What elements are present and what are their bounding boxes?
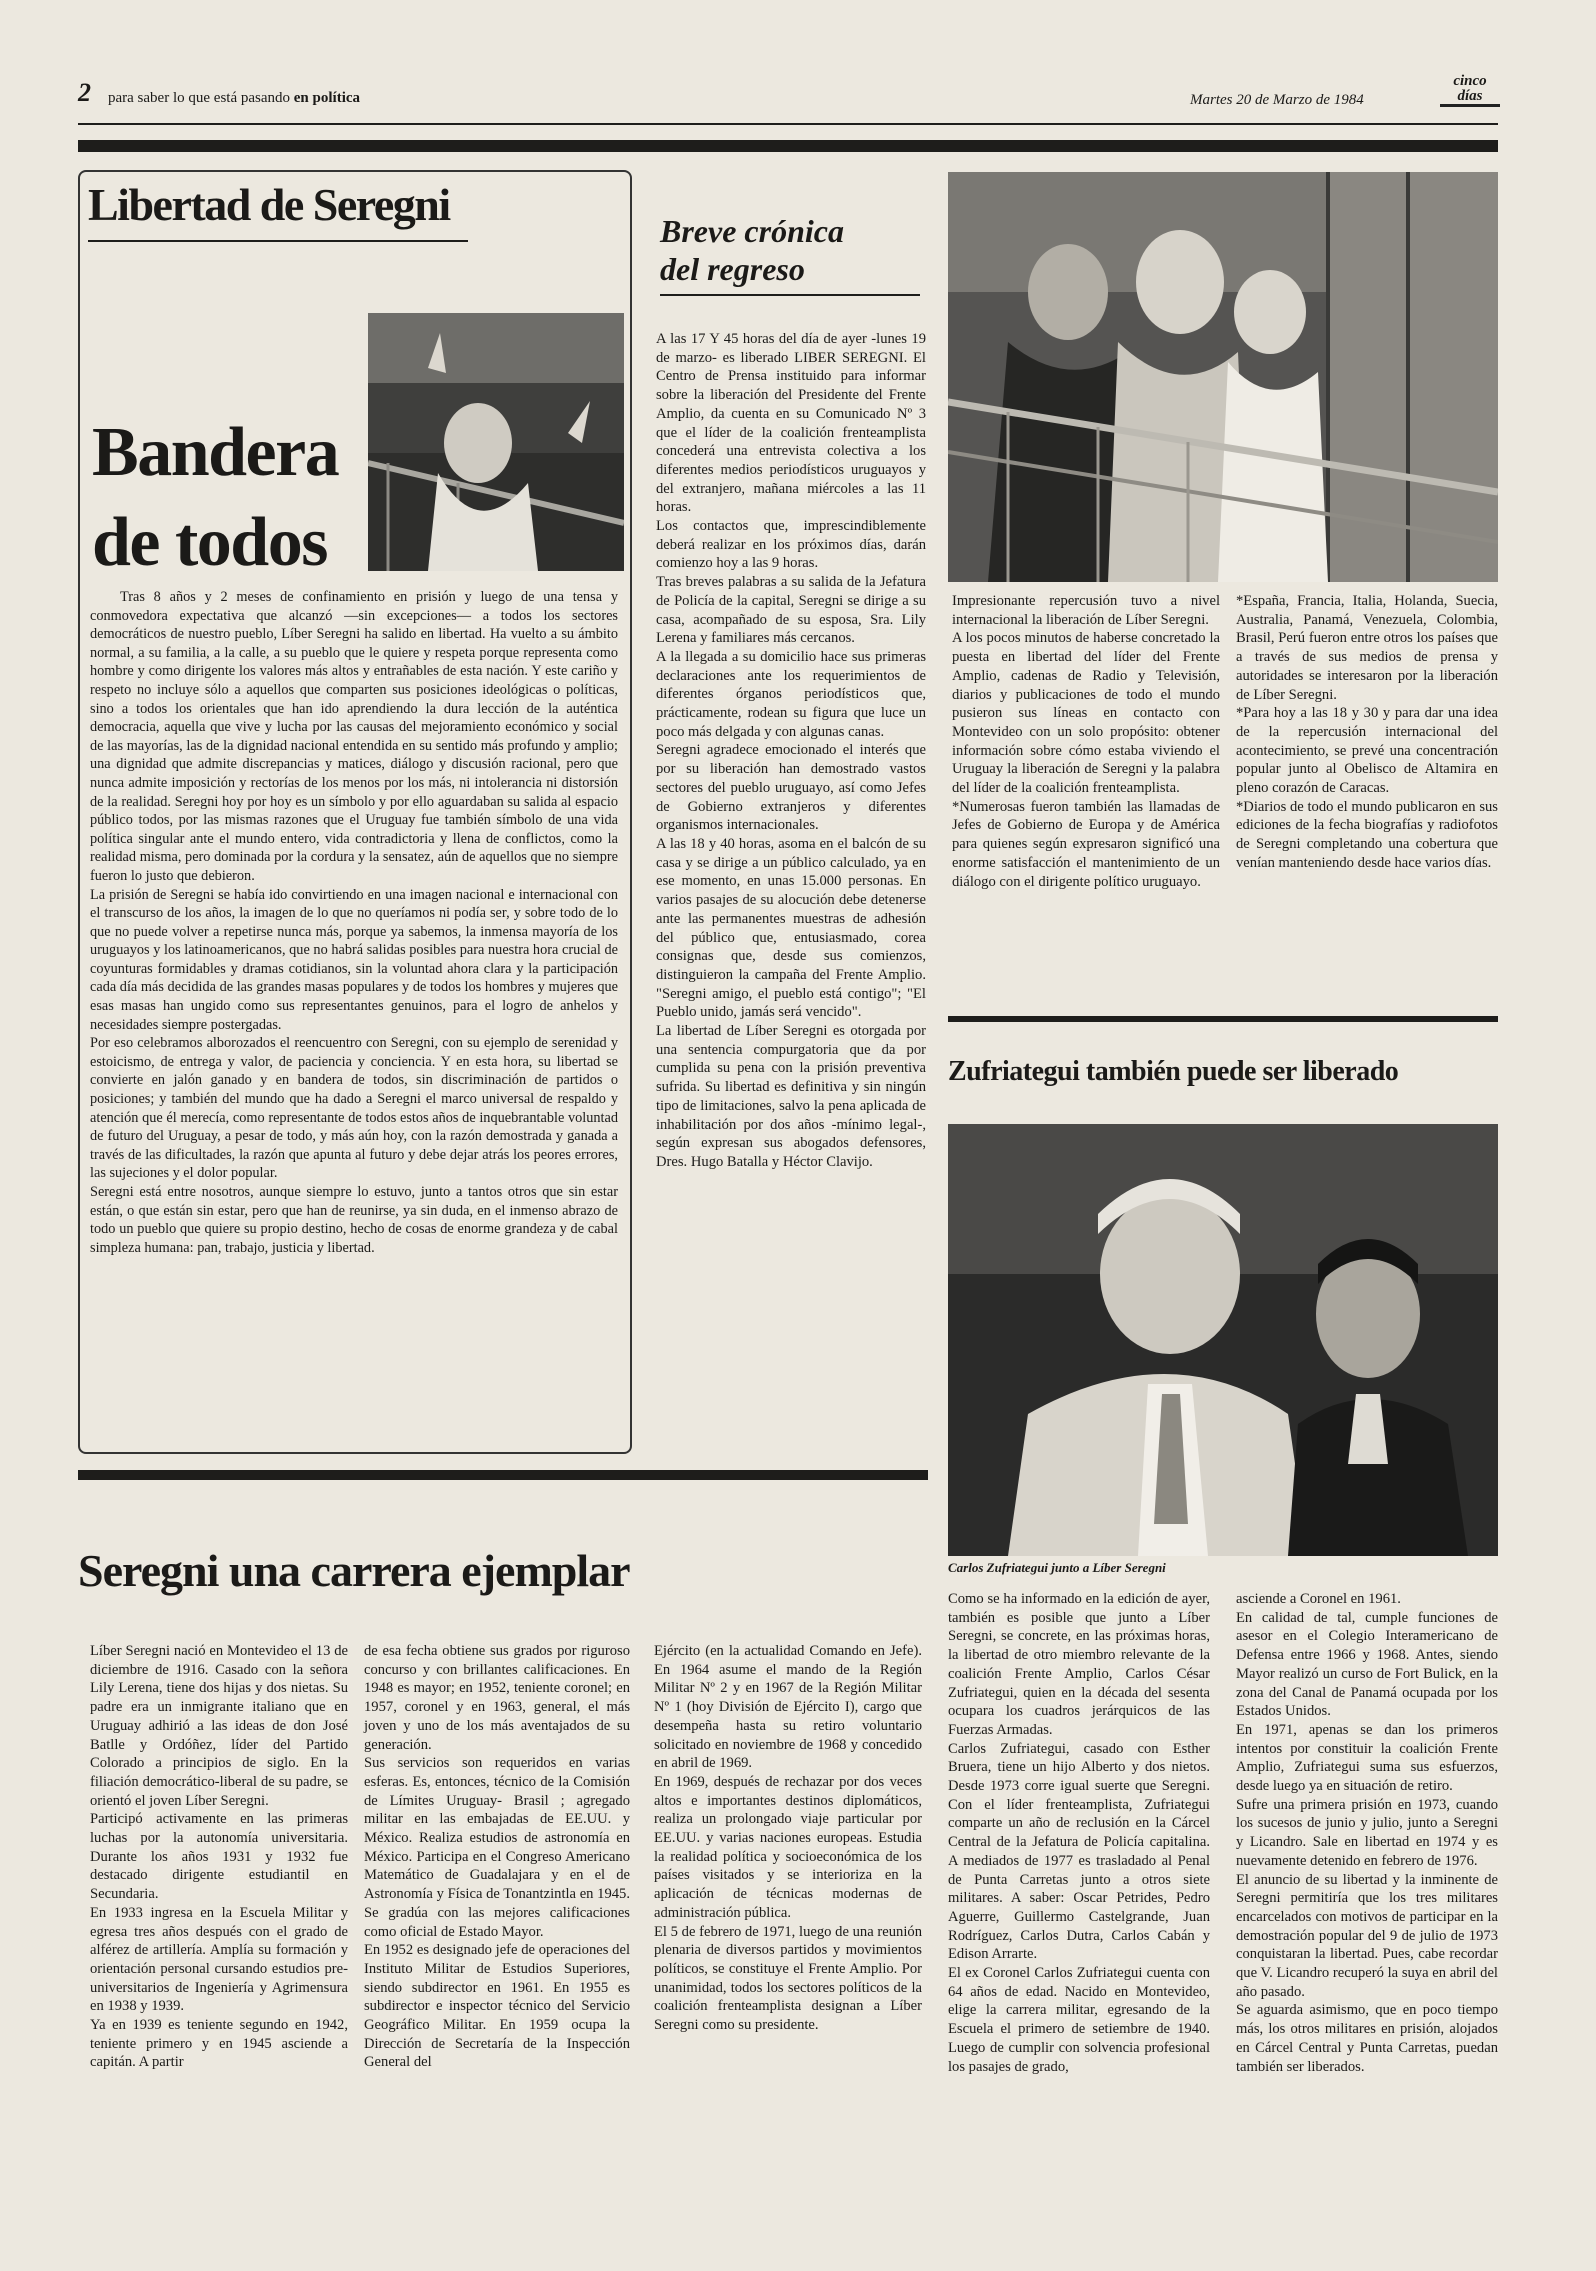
cronica-headline-line2: del regreso	[660, 251, 805, 287]
kicker-underline	[88, 240, 468, 242]
section-bold: en política	[293, 90, 361, 106]
carrera-col2: de esa fecha obtiene sus grados por riguroso concurso y con brillantes calificaciones. En 1948 es mayor; en 1952, teniente coronel; en 1957, coronel y en 1963, general, el más joven y uno de los más aventajados de su generación. Sus servicios son requeridos en varias esferas. Es, entonces, técnico de la Comisión de Límites Uruguay- Brasil ; agregado militar en las embajadas de EE.UU. y México. Realiza estudios de astronomía en México. Participa en el Congreso Americano Matemático de Guadalajara y en el de Astronomía y Física de Tonantzintla en 1945. Se gradúa con las mejores calificaciones como oficial de Estado Mayor. En 1952 es designado jefe de operaciones del Instituto Militar de Estudios Superiores, siendo subdirector en 1961. En 1955 es subdirector e inspector técnico del Servicio Geográfico Militar. En 1959 ocupa la Dirección de Secretaría de la Inspección General del	[364, 1643, 630, 2071]
photo-balcony-svg	[948, 172, 1498, 582]
box-kicker: Libertad de Seregni	[88, 179, 450, 230]
cronica-underline	[660, 294, 920, 296]
carrera-headline: Seregni una carrera ejemplar	[78, 1545, 630, 1596]
box-headline-line1: Bandera	[92, 414, 339, 491]
carrera-col1: Líber Seregni nació en Montevideo el 13 de diciembre de 1916. Casado con la señora Lily Lerena, tiene dos hijas y dos nietas. Su padre era un inmigrante italiano que en Uruguay adhirió a las ideas de don José Batlle y Ordóñez, líder del Partido Colorado a principios de siglo. En la filiación democrático-liberal de su padre, se orientó el joven Líber Seregni. Participó activamente en las primeras luchas por la autonomía universitaria. Durante los años 1931 y 1932 fue destacado dirigente estudiantil en Secundaria. En 1933 ingresa en la Escuela Militar y egresa tres años después con el grado de alférez de artillería. Amplía su formación y orientación personal cursando estudios pre-universitarios de Ingeniería y Agrimensura en 1938 y 1939. Ya en 1939 es teniente segundo en 1942, teniente primero y en 1945 asciende a capitán. A partir	[90, 1643, 348, 2071]
zufriategui-photo	[948, 1124, 1498, 1556]
box-headline-line2: de todos	[92, 504, 327, 581]
section-text: para saber lo que está pasando	[108, 90, 291, 106]
cronica-body-text: A las 17 Y 45 horas del día de ayer -lunes 19 de marzo- es liberado LIBER SEREGNI. El Centro de Prensa instituido para informar sobre la liberación del Presidente del Frente Amplio, da cuenta en su Comunicado Nº 3 que el líder de la coalición frenteamplista concederá una entrevista colectiva a los diferentes medios periodísticos uruguayos y del extranjero, mañana miércoles a las 11 horas. Los contactos que, imprescindiblemente deberá realizar en los próximos días, darán comienzo hoy a las 9 horas. Tras breves palabras a su salida de la Jefatura de Policía de la capital, Seregni se dirige a su casa, acompañado de su esposa, Sra. Lily Lerena y familiares más cercanos. A la llegada a su domicilio hace sus primeras declaraciones ante los requerimientos de diferentes órganos periodísticos que, prácticamente, rodean su figura que luce un poco más delgada y con algunas canas. Seregni agradece emocionado el interés que por su liberación han demostrado vastos sectores del pueblo uruguayo, así como Jefes de Gobierno extranjeros y diferentes organismos internacionales. A las 18 y 40 horas, asoma en el balcón de su casa y se dirige a un público calculado, ya en ese momento, en unas 15.000 personas. En varios pasajes de su alocución debe detenerse ante las permanentes muestras de adhesión del público que, entusiasmado, corea consignas que, desde sus comienzos, distinguieron la campaña del Frente Amplio. "Seregni amigo, el pueblo está contigo"; "El Pueblo unido, jamás será vencido". La libertad de Líber Seregni es otorgada por una sentencia compurgatoria que da por cumplida su pena con la prisión preventiva sufrida. Su libertad es definitiva y sin ningún tipo de limitaciones, salvo la pena aplicada de inhabilitación por dos años -mínimo legal-, según expresan sus abogados defensores, Dres. Hugo Batalla y Héctor Clavijo.	[656, 331, 926, 1170]
cronica-headline-line1: Breve crónica	[660, 213, 844, 249]
seregni-balcony-photo	[948, 172, 1498, 582]
carrera-col3: Ejército (en la actualidad Comando en Jefe). En 1964 asume el mando de la Región Militar Nº 2 y en 1967 de la Región Militar Nº 1 (hoy División de Ejército I), cargo que desempeña hasta su retiro voluntario solicitado en noviembre de 1968 y concedido en abril de 1969. En 1969, después de rechazar por dos veces altos e importantes destinos diplomáticos, realiza un prolongado viaje particular por EE.UU. y varias naciones europeas. Estudia la realidad política y socioeconómica de los países visitados y se interioriza en la aplicación de técnicas modernas de administración pública. El 5 de febrero de 1971, luego de una reunión plenaria de diversos partidos y movimientos políticos, se constituye el Frente Amplio. Por unanimidad, todos los sectores políticos de la coalición frenteamplista designan a Líber Seregni como su presidente.	[654, 1643, 922, 2034]
zufriategui-top-rule	[948, 1016, 1498, 1022]
seregni-waving-photo	[368, 313, 624, 571]
photo-waving-svg	[368, 313, 624, 571]
section-label	[108, 90, 360, 107]
photo-zufriategui-svg	[948, 1124, 1498, 1556]
zufriategui-photo-caption: Carlos Zufriategui junto a Líber Seregni	[948, 1560, 1166, 1575]
zufriategui-headline: Zufriategui también puede ser liberado	[948, 1056, 1399, 1087]
carrera-top-rule	[78, 1470, 928, 1480]
header-thick-rule	[78, 140, 1498, 152]
header-thin-rule	[78, 123, 1498, 125]
repercusion-col2: *España, Francia, Italia, Holanda, Suecia, Australia, Panamá, Venezuela, Colombia, Brasil, Perú fueron entre otros los países que a través de sus medios de prensa y autoridades se interesaron por la liberación de Líber Seregni. *Para hoy a las 18 y 30 y para dar una idea de la repercusión internacional del acontecimiento, se prevé una concentración popular junto al Obelisco de Altamira en pleno corazón de Caracas. *Diarios de todo el mundo publicaron en sus ediciones de la fecha biografías y radiofotos de Seregni completando una cobertura que venían manteniendo desde hace varios días.	[1236, 593, 1498, 871]
zufriategui-col2: asciende a Coronel en 1961. En calidad de tal, cumple funciones de asesor en el Colegio Interamericano de Defensa entre 1966 y 1968. Antes, siendo Mayor realizó un curso de Fort Bulick, en la zona del Canal de Panamá ocupada por los Estados Unidos. En 1971, apenas se dan los primeros intentos por constituir la coalición Frente Amplio, Zufriategui suma sus esfuerzos, desde luego ya en situación de retiro. Sufre una primera prisión en 1973, cuando los sucesos de junio y julio, junto a Seregni y Licandro. Sale en libertad en 1974 y es nuevamente detenido en febrero de 1976. El anuncio de su libertad y la inminente de Seregni permitiría que los tres militares encarcelados con motivos de participar en la demostración popular del 9 de julio de 1973 conquistaran la libertad. Pues, cabe recordar que V. Licandro recuperó la suya en abril del año pasado. Se aguarda asimismo, que en poco tiempo más, los otros militares en prisión, alojados en Cárcel Central y Punta Carretas, puedan también ser liberados.	[1236, 1591, 1498, 2075]
zufriategui-col1: Como se ha informado en la edición de ayer, también es posible que junto a Líber Seregni, se concrete, en las próximas horas, la libertad de otro miembro relevante de la coalición Frente Amplio, Carlos César Zufriategui, quien en la década del sesenta ocupara los cuadros jerárquicos de las Fuerzas Armadas. Carlos Zufriategui, casado con Esther Bruera, tiene un hijo Alberto y dos nietos. Desde 1973 corre igual suerte que Seregni. Con el líder frenteamplista, Zufriategui comparte un año de reclusión en la Cárcel Central de la Jefatura de Policía capitalina. A mediados de 1977 es trasladado al Penal de Punta Carretas junto a otros siete militares. A saber: Oscar Petrides, Pedro Aguerre, Guillermo Castelgrande, Juan Rodríguez, Carlos Dutra, Carlos Cabán y Edison Arrarte. El ex Coronel Carlos Zufriategui cuenta con 64 años de edad. Nacido en Montevideo, elige la carrera militar, egresando de la Escuela el primero de setiembre de 1940. Luego de cumplir con solvencia profesional los pasajes de grado,	[948, 1591, 1210, 2075]
repercusion-col1: Impresionante repercusión tuvo a nivel internacional la liberación de Líber Seregni. A los pocos minutos de haberse concretado la puesta en libertad del líder del Frente Amplio, cadenas de Radio y Televisión, diarios y publicaciones de todo el mundo pusieron sus líneas en contacto con Montevideo con un solo propósito: obtener información sobre cómo estaba viviendo el Uruguay la liberación de Seregni y la palabra del líder de la coalición frenteamplista. *Numerosas fueron también las llamadas de Jefes de Gobierno de Europa y de América para quienes según expresaron significó una enorme satisfacción el mantenimiento de un diálogo con el dirigente político uruguayo.	[952, 593, 1220, 890]
box-body-text: Tras 8 años y 2 meses de confinamiento en prisión y luego de una tensa y conmovedora expectativa que alcanzó —sin excepciones— a todos los sectores democráticos de nuestro pueblo, Líber Seregni ha salido en libertad. Ha vuelto a su ámbito normal, a su familia, a la calle, a su pueblo que le quiere y respeta porque representa como hombre y como dirigente los valores más altos y entrañables de esta nación. Y este cariño y respeto no incluye sólo a aquellos que comparten sus posiciones ideológicas o políticas, sino a todos los orientales que han ido aprendiendo la dura lección de la auténtica democracia, aquella que vive y lucha por las causas del mejoramiento económico y social de las mayorías, las de la dignidad nacional entendida en su sentido más profundo y amplio; una dignidad que admite discrepancias y matices, diálogo y discusión racional, pero que nunca admite imposición y rectorías de los menos por los más, ni intolerancia ni distorsión de la realidad. Seregni hoy por hoy es un símbolo y por ello aguardaban su salida al espacio público todos, por las mismas razones que el Uruguay fue también símbolo de una vida política singular ante el mundo entero, vida contradictoria y llena de conflictos, como la realidad misma, pero dominada por la cordura y la sensatez, aún de aquellos que no siempre fueron lo justo que debieron. La prisión de Seregni se había ido convirtiendo en una imagen nacional e internacional con el transcurso de los años, la imagen de lo que no queríamos ni podía ser, y sobre todo de lo que no puede volver a repetirse nunca más, porque ya sabemos, la inmensa mayoría de los uruguayos y los latinoamericanos, que no habrá salidas posibles para nuestra hora crucial de coyunturas formidables y dramas cotidianos, sin la voluntad ahora clara y la participación cada día más decidida de las grandes masas populares y de todos los hombres y mujeres que esas masas han ungido como sus representantes genuinos, para el logro de anhelos y necesidades siempre postergadas. Por eso celebramos alborozados el reencuentro con Seregni, con su ejemplo de serenidad y estoicismo, de entrega y valor, de paciencia y conciencia. Y en esta hora, su libertad se convierte en jalón ganado y en bandera de todos, sin discriminación de partidos o posiciones; y también del mundo que ha dado a Seregni el marco universal de respaldo y atención que él merecía, como representante de todos estos años de inquebrantable voluntad de futuro del Uruguay, a pesar de todo, y más aún hoy, con la razón demostrada y ganada a través de las dificultades, la razón que apunta al futuro y debe dejar atrás los peores errores, las sujeciones y el dolor popular. Seregni está entre nosotros, aunque siempre lo estuvo, junto a tantos otros que sin estar están, o que están sin estar, pero que han de reunirse, ya sin duda, en el inmenso abrazo de todo un pueblo que quiere su propio destino, hecho de cosas de enorme grandeza y de cabal simpleza humana: pan, trabajo, justicia y libertad.	[90, 589, 618, 1256]
page-number: 2	[78, 78, 91, 107]
newspaper-logo: cinco días	[1440, 74, 1500, 107]
issue-date: Martes 20 de Marzo de 1984	[1190, 92, 1364, 108]
